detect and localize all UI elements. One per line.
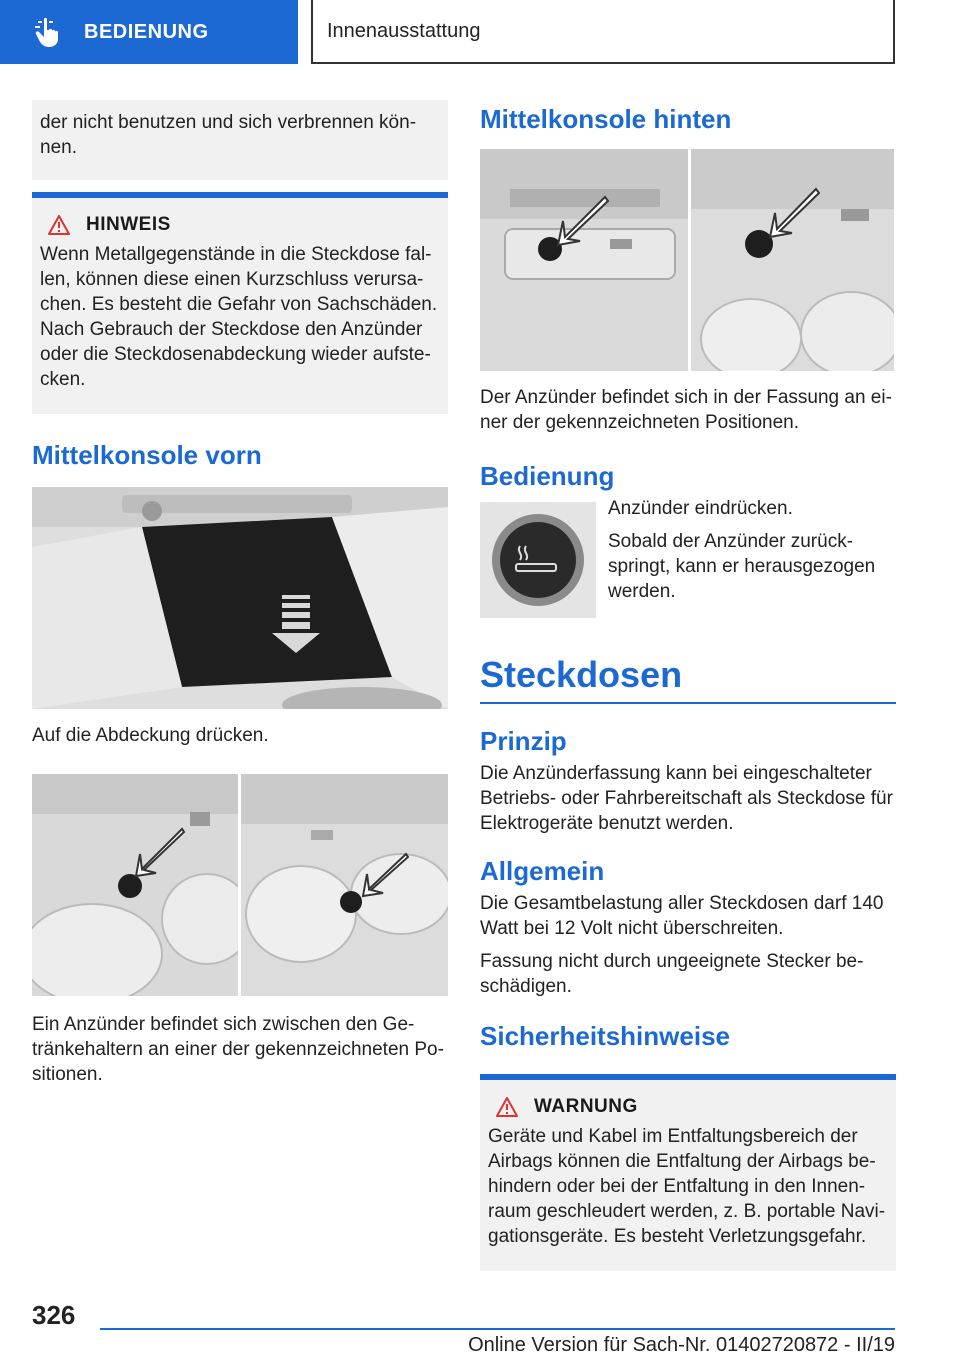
heading-bedienung: Bedienung xyxy=(480,461,615,491)
warnung-text: Geräte und Kabel im Entfaltungsbereich der Airbags können die Entfaltung der Airbags be-hindern oder bei der Entfaltung in den Innen-raum geschleudert werden, z. B. portable Navi-gationsgeräte. Es besteht Verletzungsgefahr. xyxy=(488,1126,886,1247)
heading-prinzip: Prinzip xyxy=(480,726,567,756)
photo-front-console-cover xyxy=(32,487,448,709)
online-version-note: Online Version für Sach-Nr. 01402720872 - II/19 xyxy=(468,1334,895,1356)
heading-rear-console: Mittelkonsole hinten xyxy=(480,104,732,134)
allgemein-text-2: Fassung nicht durch ungeeignete Stecker be-schädigen. xyxy=(480,951,864,997)
bedienung-step-1: Anzünder eindrücken. xyxy=(608,498,793,519)
photo-rear-console-1 xyxy=(480,149,688,371)
bedienung-step-2: Sobald der Anzünder zurück-springt, kann er herausgezogen werden. xyxy=(608,531,876,602)
heading-steckdosen: Steckdosen xyxy=(480,654,683,695)
photo-cupholder-1 xyxy=(32,774,238,996)
photo-cupholder-2 xyxy=(241,774,448,996)
page-number: 326 xyxy=(32,1300,76,1330)
allgemein-text-1: Die Gesamtbelastung aller Steckdosen darf 140 Watt bei 12 Volt nicht überschreiten. xyxy=(480,893,884,939)
hinweis-title: HINWEIS xyxy=(86,214,171,235)
warning-triangle-icon xyxy=(48,215,70,235)
caption-rear: Der Anzünder befindet sich in der Fassung an ei-ner der gekennzeichneten Positionen. xyxy=(480,387,892,433)
chapter-tab-label: BEDIENUNG xyxy=(84,20,209,43)
heading-underline xyxy=(480,702,896,704)
hinweis-text: Wenn Metallgegenstände in die Steckdose fal-len, können diese einen Kurzschluss verursa-chen. Es besteht die Gefahr von Sachschäden. Nach Gebrauch der Steckdose den Anzünder oder die Steckdosenabdeckung wieder aufste-cken. xyxy=(40,244,438,390)
continued-note-text: der nicht benutzen und sich verbrennen kön-nen. xyxy=(40,112,417,158)
left-column xyxy=(32,100,448,1087)
caption-cover: Auf die Abdeckung drücken. xyxy=(32,725,269,746)
hand-pointer-icon xyxy=(32,15,66,49)
heading-sicherheit: Sicherheitshinweise xyxy=(480,1021,730,1051)
hinweis-box xyxy=(32,192,448,414)
caption-cupholders: Ein Anzünder befindet sich zwischen den Ge-tränkehaltern an einer der gekennzeichneten Po-sitionen. xyxy=(32,1014,444,1085)
chapter-tab[interactable] xyxy=(0,0,298,64)
heading-front-console: Mittelkonsole vorn xyxy=(32,440,262,470)
continued-note-box xyxy=(32,100,448,180)
prinzip-text: Die Anzünderfassung kann bei eingeschalteter Betriebs- oder Fahrbereitschaft als Steckdose für Elektrogeräte benutzt werden. xyxy=(480,763,893,834)
warning-triangle-icon xyxy=(496,1097,518,1117)
photo-lighter-button xyxy=(480,502,596,618)
warnung-box xyxy=(480,1074,896,1271)
heading-allgemein: Allgemein xyxy=(480,856,605,886)
footer-divider xyxy=(100,1328,895,1330)
right-column xyxy=(480,100,896,1271)
warnung-title: WARNUNG xyxy=(534,1096,638,1117)
section-title: Innenausstattung xyxy=(311,0,895,64)
photo-rear-console-2 xyxy=(691,149,894,371)
